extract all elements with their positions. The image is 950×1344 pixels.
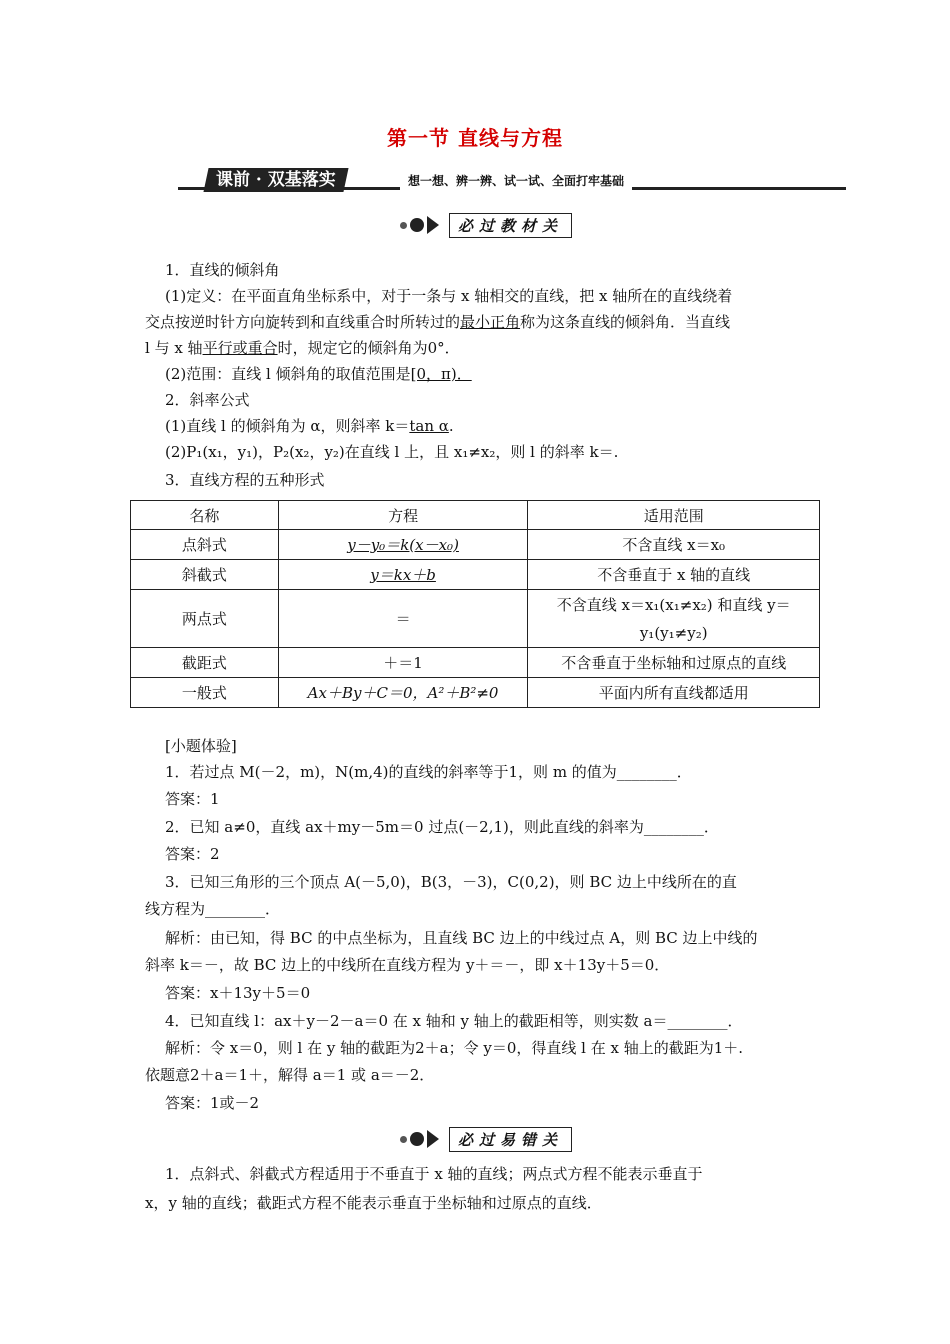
banner-subtitle: 想一想、辨一辨、试一试、全面打牢基础 bbox=[400, 172, 632, 190]
section-banner bbox=[178, 168, 846, 192]
form-name: 截距式 bbox=[131, 648, 279, 678]
definition-line-2: 交点按逆时针方向旋转到和直线重合时所转过的最小正角称为这条直线的倾斜角．当直线 bbox=[145, 313, 731, 331]
form-name: 一般式 bbox=[131, 678, 279, 708]
table-header: 适用范围 bbox=[528, 501, 820, 530]
form-range: 不含垂直于 x 轴的直线 bbox=[528, 560, 820, 590]
question-1: 1．若过点 M(－2，m)，N(m,4)的直线的斜率等于1，则 m 的值为________． bbox=[165, 763, 692, 781]
answer-4: 答案：1或－2 bbox=[165, 1094, 260, 1112]
answer-1: 答案：1 bbox=[165, 790, 220, 808]
solution-4-line-1: 解析：令 x＝0，则 l 在 y 轴的截距为2＋a；令 y＝0，得直线 l 在 x 轴上的截距为1＋. bbox=[165, 1039, 744, 1057]
page-title: 第一节 直线与方程 bbox=[387, 126, 563, 150]
question-3-line-1: 3．已知三角形的三个顶点 A(－5,0)，B(3，－3)，C(0,2)，则 BC 边上中线所在的直 bbox=[165, 873, 737, 891]
section-label: 必过教材关 bbox=[449, 213, 572, 238]
error-note-line-1: 1．点斜式、斜截式方程适用于不垂直于 x 轴的直线；两点式方程不能表示垂直于 bbox=[165, 1165, 703, 1183]
heading-slope: 2．斜率公式 bbox=[165, 391, 250, 409]
section-header-textbook bbox=[400, 212, 572, 238]
heading-incline-angle: 1．直线的倾斜角 bbox=[165, 261, 280, 279]
question-4: 4．已知直线 l：ax＋y－2－a＝0 在 x 轴和 y 轴上的截距相等，则实数 a＝________． bbox=[165, 1012, 743, 1030]
form-name: 两点式 bbox=[131, 590, 279, 648]
answer-3: 答案：x＋13y＋5＝0 bbox=[165, 984, 311, 1002]
table-row bbox=[131, 530, 820, 560]
question-3-line-2: 线方程为________． bbox=[145, 900, 281, 918]
form-range: 平面内所有直线都适用 bbox=[528, 678, 820, 708]
form-range: 不含直线 x＝x₀ bbox=[528, 530, 820, 560]
question-2: 2．已知 a≠0，直线 ax＋my－5m＝0 过点(－2,1)，则此直线的斜率为________． bbox=[165, 818, 719, 836]
definition-line-3: l 与 x 轴平行或重合时，规定它的倾斜角为0°． bbox=[145, 339, 460, 357]
table-row bbox=[131, 590, 820, 648]
table-row bbox=[131, 648, 820, 678]
dots-arrow-icon bbox=[400, 216, 439, 234]
heading-five-forms: 3．直线方程的五种形式 bbox=[165, 471, 325, 489]
table-header: 名称 bbox=[131, 501, 279, 530]
practice-tag: [小题体验] bbox=[165, 737, 237, 755]
form-equation: ＋＝1 bbox=[278, 648, 528, 678]
range-line: (2)范围：直线 l 倾斜角的取值范围是[0，π)． bbox=[165, 365, 472, 383]
section-header-errors bbox=[400, 1126, 572, 1152]
form-equation: Ax＋By＋C＝0，A²＋B²≠0 bbox=[278, 678, 528, 708]
section-label: 必过易错关 bbox=[449, 1127, 572, 1152]
answer-2: 答案：2 bbox=[165, 845, 220, 863]
solution-3-line-2: 斜率 k＝－，故 BC 边上的中线所在直线方程为 y＋＝－，即 x＋13y＋5＝0． bbox=[145, 956, 670, 974]
solution-3-line-1: 解析：由已知，得 BC 的中点坐标为，且直线 BC 边上的中线过点 A，则 BC 边上中线的 bbox=[165, 929, 758, 947]
table-row bbox=[131, 560, 820, 590]
line-equation-table bbox=[130, 500, 820, 708]
form-range: 不含垂直于坐标轴和过原点的直线 bbox=[528, 648, 820, 678]
form-name: 点斜式 bbox=[131, 530, 279, 560]
error-note-line-2: x，y 轴的直线；截距式方程不能表示垂直于坐标轴和过原点的直线． bbox=[145, 1194, 602, 1212]
form-range: 不含直线 x＝x₁(x₁≠x₂) 和直线 y＝ y₁(y₁≠y₂) bbox=[528, 590, 820, 648]
form-equation: y－y₀＝k(x－x₀) bbox=[278, 530, 528, 560]
table-header-row bbox=[131, 501, 820, 530]
definition-line-1: (1)定义：在平面直角坐标系中，对于一条与 x 轴相交的直线，把 x 轴所在的直线绕着 bbox=[165, 287, 733, 305]
table-row bbox=[131, 678, 820, 708]
form-equation: y＝kx＋b bbox=[278, 560, 528, 590]
dots-arrow-icon bbox=[400, 1130, 439, 1148]
table-header: 方程 bbox=[278, 501, 528, 530]
slope-line-1: (1)直线 l 的倾斜角为 α，则斜率 k＝tan α. bbox=[165, 417, 454, 435]
form-name: 斜截式 bbox=[131, 560, 279, 590]
solution-4-line-2: 依题意2＋a＝1＋，解得 a＝1 或 a＝－2． bbox=[145, 1066, 435, 1084]
form-equation: ＝ bbox=[278, 590, 528, 648]
banner-main-label: 课前 · 双基落实 bbox=[203, 168, 348, 192]
slope-line-2: (2)P₁(x₁，y₁)，P₂(x₂，y₂)在直线 l 上，且 x₁≠x₂，则 l 的斜率 k＝. bbox=[165, 443, 619, 461]
